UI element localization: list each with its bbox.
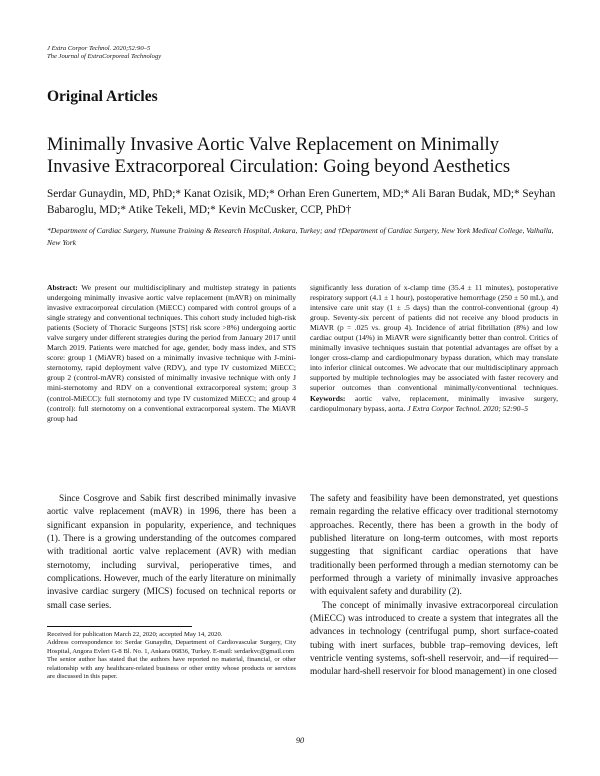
keywords-label: Keywords: — [310, 393, 346, 403]
page-number: 90 — [295, 736, 305, 745]
correspondence-note: Address correspondence to: Serdar Gunaydin, Department of Cardiovascular Surgery, City Hospital, Angora Evleri G-8 Bl. No. 1, Ankara 06836, Turkey. E-mail: serdarkvc@gmail.com — [47, 639, 296, 655]
keywords: aortic valve, replacement, minimally invasive surgery, cardiopulmonary bypass, aorta. — [310, 393, 558, 413]
body-paragraph: The concept of minimally invasive extracorporeal circulation (MiECC) was introduced to create a system that integrates all the advances in technology (centrifugal pump, short surface-coated tubing with inert surfaces, bubble trap–removing devices, left ventricle venting systems, soft-shell reservoir, and—if required—modular hard-shell reservoir for blood management) in one closed — [310, 600, 558, 678]
journal-header — [47, 45, 161, 61]
abstract-right-column — [310, 283, 558, 414]
footnote-divider — [47, 626, 192, 627]
section-heading: Original Articles — [47, 88, 158, 105]
body-right-column — [310, 493, 558, 680]
abstract-left-column — [47, 283, 296, 424]
disclosure-note: The senior author has stated that the authors have reported no material, financial, or other relationship with any healthcare-related business or other entity whose products or services are discussed in this paper. — [47, 656, 296, 681]
body-paragraph: The safety and feasibility have been demonstrated, yet questions remain regarding the relative efficacy over traditional sternotomy approaches. Recently, there has been a growth in the body of published literature on long-term outcomes, with most reports suggesting that significant cardiac operations that have traditionally been performed through a median sternotomy can be performed through a variety of minimally invasive approaches with equivalent safety and durability (2). — [310, 494, 558, 598]
affiliations: *Department of Cardiac Surgery, Numune Training & Research Hospital, Ankara, Turkey; and †Department of Cardiac Surgery, New York Medical College, Valhalla, New York — [47, 226, 554, 247]
journal-name: The Journal of ExtraCorporeal Technology — [47, 53, 162, 61]
journal-citation: J Extra Corpor Technol. 2020;52:90–5 — [47, 45, 151, 52]
abstract-citation: J Extra Corpor Technol. 2020; 52:90–5 — [407, 403, 529, 413]
article-title: Minimally Invasive Aortic Valve Replacement on Minimally Invasive Extracorporeal Circulation: Going beyond Aesthetics — [47, 134, 511, 177]
abstract-text-left: We present our multidisciplinary and multistep strategy in patients undergoing minimally invasive aortic valve replacement (mAVR) on minimally invasive extracorporeal circulation (MiECC) compared with control groups of a single strategy and conventional techniques. This cohort study included high-risk patients (Society of Thoracic Surgeons [STS] risk score >8%) undergoing aortic valve surgery under different strategies during the period from January 2017 until March 2019. Patients were matched for age, gender, body mass index, and STS score: group 1 (MiAVR) based on a minimally invasive technique with J-mini-sternotomy, rapid deployment valve (RDV), and type IV customized MiECC; group 2 (control-mAVR) consisted of minimally invasive technique with only J mini-sternotomy and RDV on a conventional extracorporeal system; group 3 (control-MiECC): full sternotomy and type IV customized MiECC; and group 4 (control): full sternotomy on a conventional extracorporeal system. The MiAVR group had — [47, 283, 296, 423]
received-note: Received for publication March 22, 2020; accepted May 14, 2020. — [47, 631, 223, 638]
author-list: Serdar Gunaydin, MD, PhD;* Kanat Ozisik, MD;* Orhan Eren Gunertem, MD;* Ali Baran Budak, MD;* Seyhan Babaroglu, MD;* Atike Tekeli, MD;* Kevin McCusker, CCP, PhD† — [47, 188, 556, 216]
body-left-column: Since Cosgrove and Sabik first described minimally invasive aortic valve replacement (mAVR) in 1996, there has been a significant expansion in popularity, experience, and techniques (1). There is a growing understanding of the outcomes compared with traditional aortic valve replacement (AVR) with median sternotomy, including survival, perioperative times, and complications. However, much of the early literature on minimally invasive cardiac surgery (MICS) focused on technical reports or small case series. — [47, 494, 296, 611]
abstract-text-right: significantly less duration of x-clamp time (35.4 ± 11 minutes), postoperative respiratory support (4.1 ± 1 hour), postoperative hemorrhage (250 ± 50 mL), and intensive care unit stay (1 ± .5 days) than the control-conventional (group 4) group. Seventy-six percent of patients did not receive any blood products in MiAVR (p = .025 vs. group 4). Incidence of atrial fibrillation (8%) and low cardiac output (14%) in MiAVR were significantly better than control. Critics of minimally invasive techniques sustain that potential advantages are offset by a longer cross-clamp and cardiopulmonary bypass duration, which may translate into inferior clinical outcomes. We advocate that our multidisciplinary approach supported by multiple technologies may be associated with faster recovery and superior outcomes than conventional minimally/conventional techniques. — [310, 283, 558, 393]
footnotes — [47, 631, 296, 681]
abstract-label: Abstract: — [47, 283, 78, 292]
